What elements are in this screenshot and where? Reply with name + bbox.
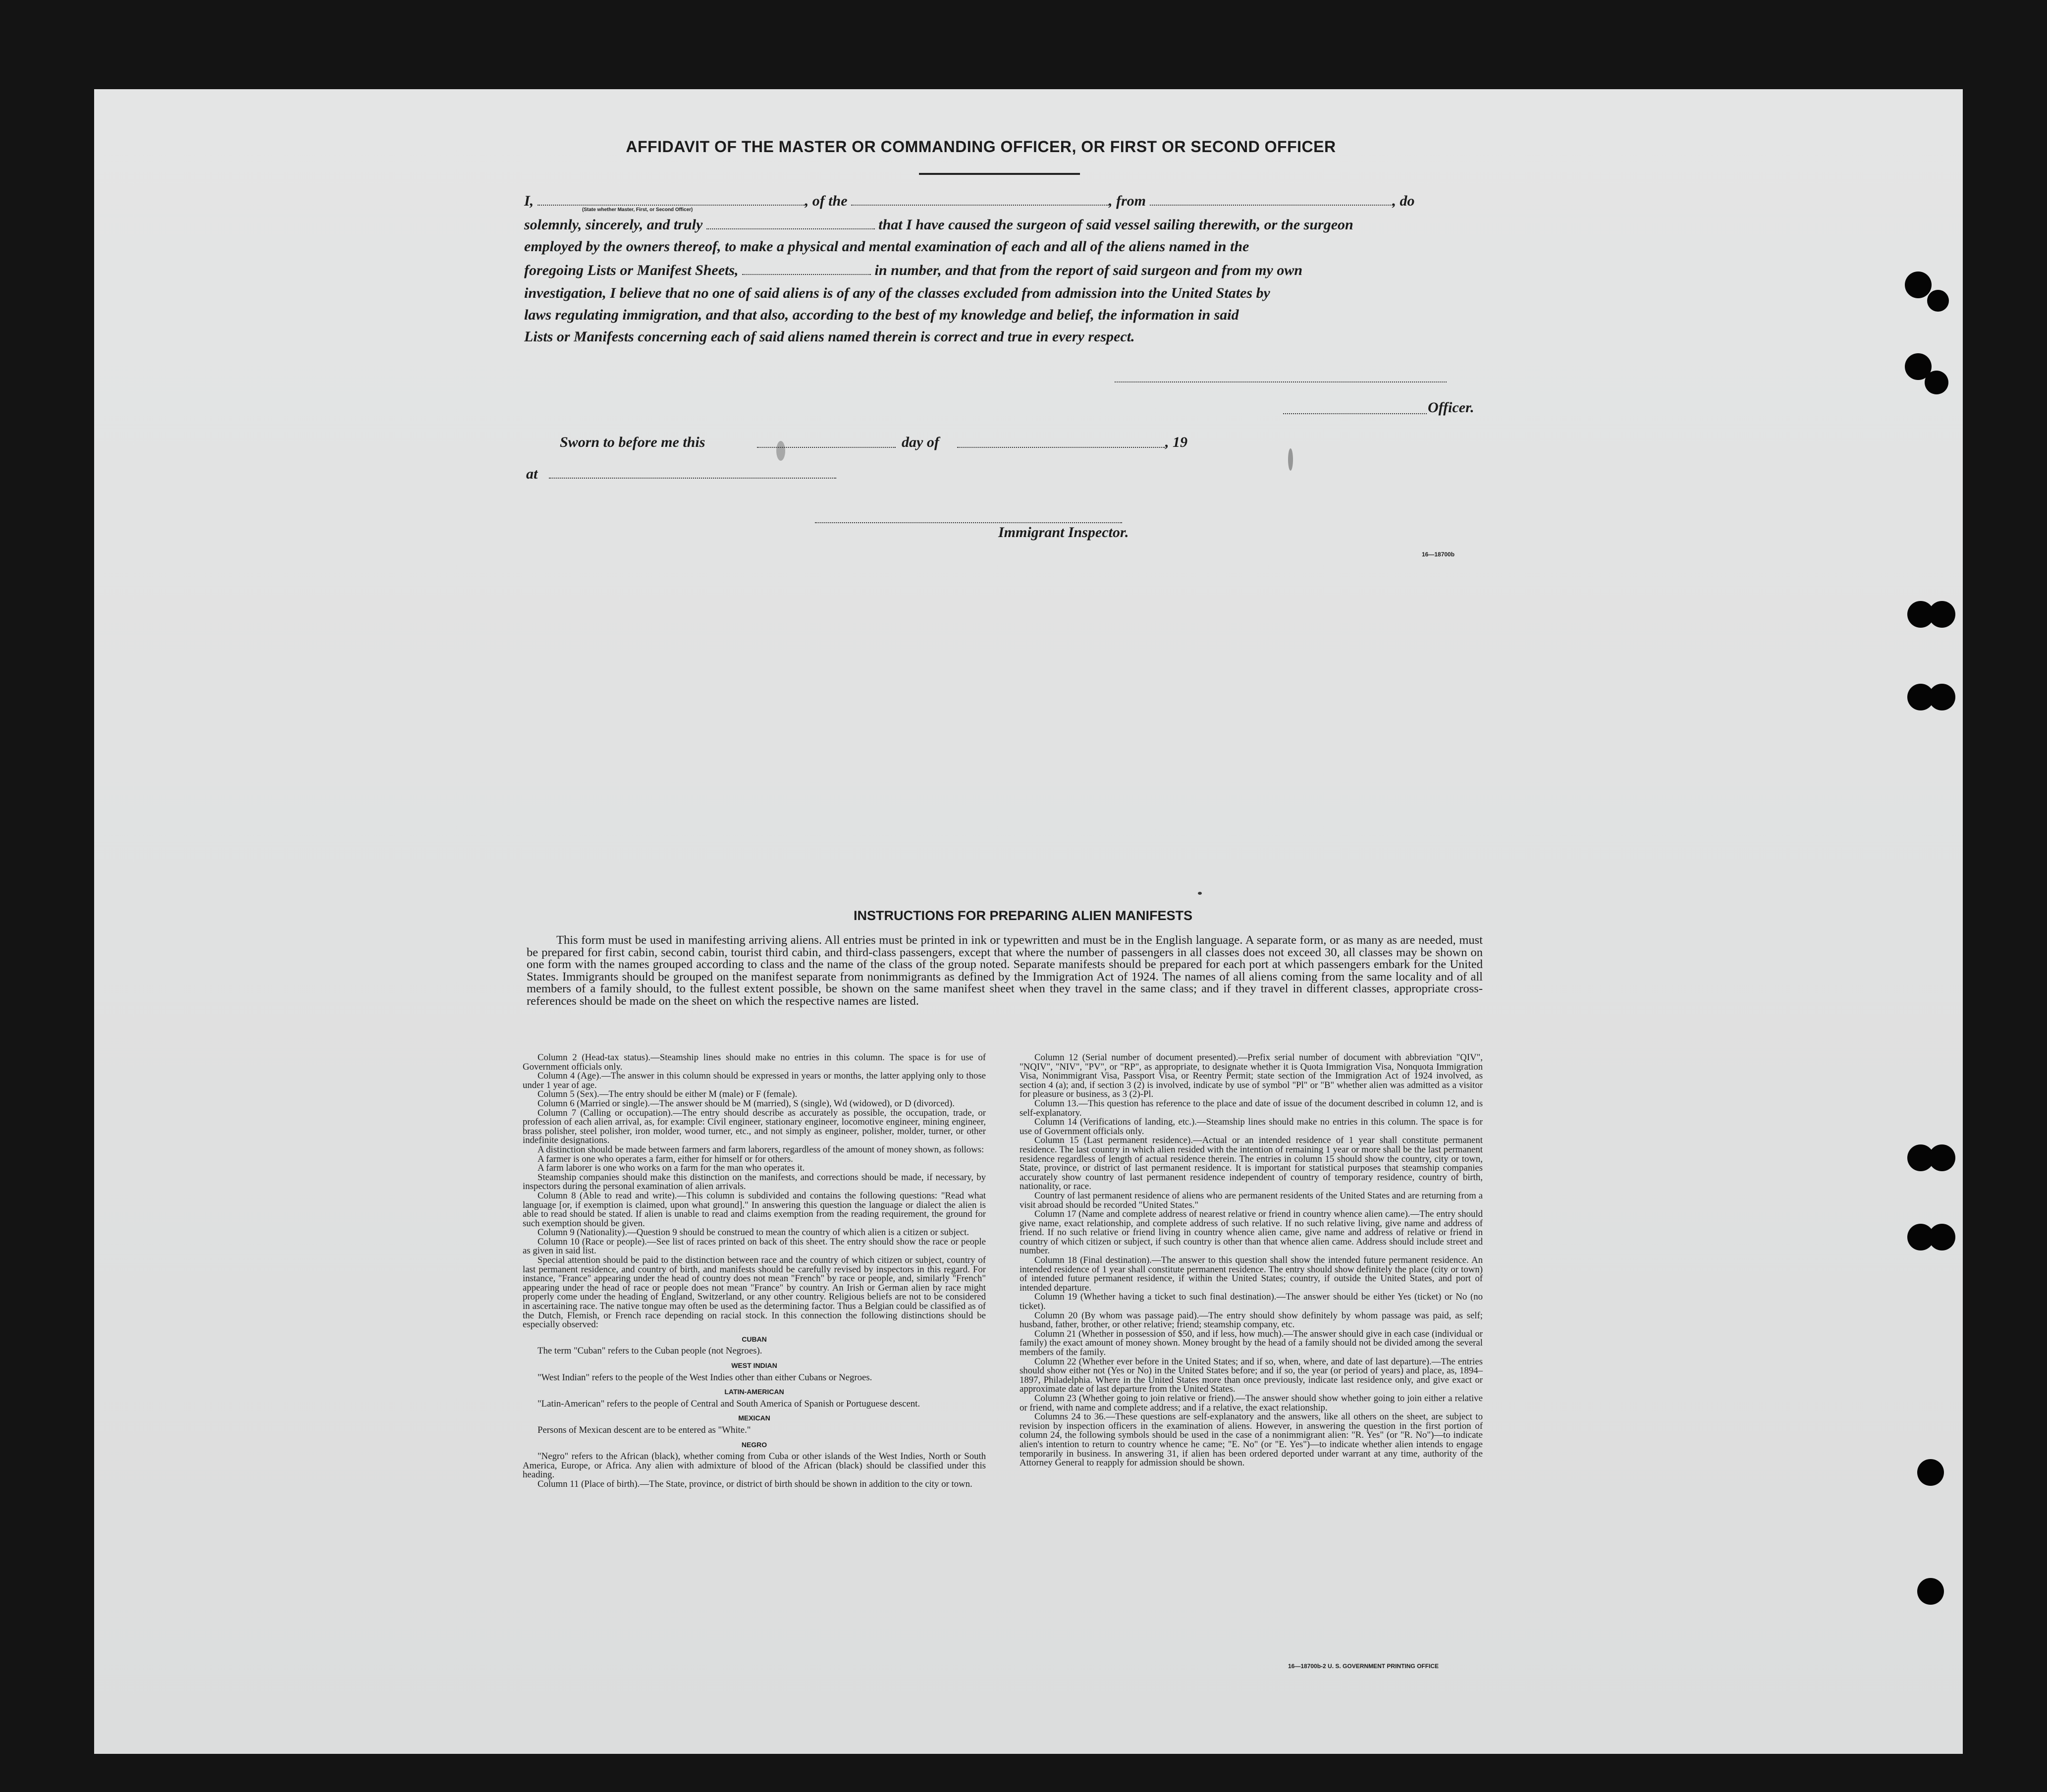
- punch-hole: [1905, 272, 1932, 298]
- inspector-label: Immigrant Inspector.: [998, 524, 1129, 541]
- day-of-label: day of: [902, 434, 939, 450]
- officer-title-line[interactable]: [1283, 413, 1427, 414]
- column-instruction: Column 13.—This question has reference to the place and date of issue of the document described in column 12, and is self-explanatory.: [1020, 1098, 1483, 1118]
- column-instruction: Column 15 (Last permanent residence).—Actual or an intended residence of 1 year shall constitute permanent residence. The last country in which alien resided with the intention of remaining 1 year or more shall be the last permanent residence regardless of length of actual residence therein. The entries in column 15 should show the country, city or town, State, province, or district of last permanent residence. It is important for statistical purposes that steamship companies accurately show country of last permanent residence independent of country of temporary residence, country of birth, nationality, or race.: [1020, 1135, 1483, 1192]
- vessel-name-blank[interactable]: [851, 194, 1109, 206]
- column-instruction: Column 4 (Age).—The answer in this column should be expressed in years or months, the latter applying only to those under 1 year of age.: [523, 1071, 986, 1090]
- column-instruction: Column 18 (Final destination).—The answer to this question shall show the intended future permanent residence. An intended residence of 1 year shall constitute permanent residence. The entry should show definitely the place (city or town) of intended future permanent residence, if within the United States; country, if outside the United States, and port of intended departure.: [1020, 1255, 1483, 1293]
- column-instruction: Country of last permanent residence of aliens who are permanent residents of the United States and are returning from a visit abroad should be recorded "United States.": [1020, 1190, 1483, 1210]
- subsection-heading: LATIN-AMERICAN: [724, 1388, 784, 1396]
- column-instruction: Column 2 (Head-tax status).—Steamship lines should make no entries in this column. The space is for use of Government officials only.: [523, 1052, 986, 1072]
- column-instruction: Column 5 (Sex).—The entry should be either M (male) or F (female).: [538, 1089, 798, 1100]
- punch-hole: [1917, 1578, 1944, 1605]
- affidavit-text: , of the: [805, 193, 848, 209]
- affidavit-text: foregoing Lists or Manifest Sheets,: [524, 262, 739, 278]
- punch-hole: [1929, 684, 1955, 710]
- subsection-heading: CUBAN: [742, 1335, 767, 1343]
- officer-rank-note: (State whether Master, First, or Second Officer): [582, 207, 693, 213]
- sworn-month-line[interactable]: [957, 447, 1165, 448]
- sworn-label: Sworn to before me this: [560, 434, 705, 450]
- subsection-text: "West Indian" refers to the people of the West Indies other than either Cubans or Negroes.: [538, 1372, 872, 1383]
- officer-signature-line[interactable]: [1115, 381, 1447, 382]
- affidavit-text: in number, and that from the report of said surgeon and from my own: [874, 262, 1303, 278]
- punch-hole: [1929, 1144, 1955, 1171]
- column-instruction: Column 20 (By whom was passage paid).—The entry should show definitely by whom passage was paid, as self; husband, father, brother, or other relative; friend; steamship company, etc.: [1020, 1310, 1483, 1330]
- column-instruction: Column 7 (Calling or occupation).—The entry should describe as accurately as possible, the occupation, trade, or profession of each alien arrival, as, for example: Civil engineer, stationary engineer, locomotive engineer, mining engineer, brass polisher, steel polisher, iron molder, wood turner, etc., and not simply as engineer, polisher, molder, turner, or other indefinite designations.: [523, 1107, 986, 1146]
- column-instruction: A distinction should be made between farmers and farm laborers, regardless of the amount of money shown, as follows:: [538, 1144, 984, 1155]
- affidavit-text: I,: [524, 193, 534, 209]
- scan-speck: [1198, 892, 1202, 895]
- instructions-intro: This form must be used in manifesting arriving aliens. All entries must be printed in ink or typewritten and must be in the English language. A separate form, or as many as are needed, must be prepared for first cabin, second cabin, tourist third cabin, and third-class passengers, except that where the number of passengers in all classes does not exceed 30, all classes may be shown on one form with the names grouped according to class and the name of the class of the group noted. Separate manifests should be prepared for each port at which passengers embark for the United States. Immigrants should be grouped on the manifest separate from nonimmigrants as defined by the Immigration Act of 1924. The names of all aliens coming from the same locality and of all members of a family should, to the fullest extent possible, be shown on the same manifest sheet when they travel in the same class; and if they travel in different classes, appropriate cross-references should be made on the sheet on which the respective names are listed.: [527, 933, 1483, 1008]
- affidavit-line-6: laws regulating immigration, and that also, according to the best of my knowledge and belief, the information in said: [524, 307, 1239, 323]
- affidavit-title: AFFIDAVIT OF THE MASTER OR COMMANDING OFFICER, OR FIRST OR SECOND OFFICER: [626, 138, 1336, 156]
- column-instruction: Column 9 (Nationality).—Question 9 should be construed to mean the country of which alien is a citizen or subject.: [538, 1227, 970, 1238]
- column-instruction: Special attention should be paid to the distinction between race and the country of which citizen or subject, country of last permanent residence, and country of birth, and manifests should be carefully revised by inspectors in this regard. For instance, "France" appearing under the head of country does not mean "French" by race or people, and, similarly "French" appearing under the head of race or people does not mean "France" by country. An Irish or German alien by race might properly come under the heading of England, Switzerland, or any other country. Religious beliefs are not to be considered in ascertaining race. The native tongue may often be used as the determining factor. Thus a Belgian could be classified as of the Dutch, Flemish, or French race depending on racial stock. In this connection the following distinctions should be especially observed:: [523, 1255, 986, 1330]
- affidavit-text: , from: [1109, 193, 1146, 209]
- officer-label: Officer.: [1428, 399, 1474, 416]
- affidavit-line-3: employed by the owners thereof, to make a physical and mental examination of each and all of the aliens named in the: [524, 238, 1249, 255]
- alien-count-blank[interactable]: [742, 263, 871, 275]
- column-instruction: Column 6 (Married or single).—The answer should be M (married), S (single), Wd (widowed), or D (divorced).: [538, 1098, 955, 1109]
- column-instruction: Column 10 (Race or people).—See list of races printed on back of this sheet. The entry should show the race or people as given in said list.: [523, 1236, 986, 1256]
- column-instruction: Column 21 (Whether in possession of $50, and if less, how much).—The answer should give in each case (individual or family) the exact amount of money shown. Money brought by the head of a family should not be divided among the several members of the family.: [1020, 1328, 1483, 1358]
- affidavit-text: that I have caused the surgeon of said vessel sailing therewith, or the surgeon: [878, 217, 1353, 233]
- affidavit-line-4: [524, 261, 1483, 280]
- blank[interactable]: [706, 217, 875, 229]
- punch-hole: [1925, 371, 1948, 394]
- column-instruction: Column 22 (Whether ever before in the United States; and if so, when, where, and date of last departure).—The entries should show either not (Yes or No) in the United States before; and if so, the year (or period of years) and place, as, 1894–1897, Philadelphia. Where in the United States more than once previously, indicate last residence only, and give exact or approximate date of last departure from the United States.: [1020, 1356, 1483, 1395]
- port-from-blank[interactable]: [1150, 194, 1393, 206]
- column-instruction: Column 12 (Serial number of document presented).—Prefix serial number of document with abbreviation "QIV", "NQIV", "NIV", "PV", or "RP", as appropriate, to designate whether it is Quota Immigration Visa, Nonquota Immigration Visa, Nonimmigrant Visa, Passport Visa, or Reentry Permit; state section of the Immigration Act of 1924 involved, as section 4 (a); and, if section 3 (2) is involved, indicate by use of symbol "Pl" or "B" whether alien was admitted as a visitor for pleasure or business, as 3 (2)-Pl.: [1020, 1052, 1483, 1100]
- column-instruction: A farmer is one who operates a farm, either for himself or for others.: [538, 1153, 793, 1164]
- column-instruction: Steamship companies should make this distinction on the manifests, and corrections should be made, if necessary, by inspectors during the personal examination of alien arrivals.: [523, 1172, 986, 1192]
- subsection-text: "Latin-American" refers to the people of Central and South America of Spanish or Portuguese descent.: [538, 1398, 920, 1409]
- column-instruction: Columns 24 to 36.—These questions are self-explanatory and the answers, like all others on the sheet, are subject to revision by inspection officers in the examination of aliens. However, in answering the question in the first portion of column 24, the following symbols should be used in the case of a nonimmigrant alien: "R. Yes" (or "R. No")—to indicate alien's intention to return to country whence he came; "E. No" (or "E. Yes")—to indicate whether alien intends to engage temporarily in business. In answering 31, if alien has been ordered deported under warrant at any time, authority of the Attorney General to reapply for admission should be shown.: [1020, 1412, 1483, 1468]
- officer-rank-blank[interactable]: [538, 194, 805, 206]
- instructions-left-column: [523, 1053, 986, 1489]
- sworn-day-line[interactable]: [757, 447, 896, 448]
- inspector-signature-line[interactable]: [815, 522, 1122, 523]
- subsection-text: Persons of Mexican descent are to be entered as "White.": [538, 1424, 751, 1435]
- year-label: , 19: [1165, 434, 1187, 450]
- affidavit-text: , do: [1392, 193, 1415, 209]
- affidavit-line-2: [524, 215, 1483, 235]
- column-instruction: Column 8 (Able to read and write).—This column is subdivided and contains the following questions: "Read what language [or, if exemption is claimed, upon what ground]." In answering this question the language or dialect the alien is able to read should be stated. If alien is unable to read and claims exemption from the reading requirement, the ground for such exemption should be given.: [523, 1190, 986, 1229]
- form-code: 16—18700b: [1422, 551, 1455, 558]
- subsection-heading: WEST INDIAN: [731, 1361, 777, 1369]
- title-underline: [919, 173, 1080, 175]
- column-instruction: Column 19 (Whether having a ticket to such final destination).—The answer should be either Yes (ticket) or No (no ticket).: [1020, 1292, 1483, 1312]
- scan-speck: [1288, 448, 1293, 471]
- column-instruction: A farm laborer is one who works on a farm for the man who operates it.: [538, 1163, 805, 1174]
- affidavit-line-5: investigation, I believe that no one of said aliens is of any of the classes excluded from admission into the United States by: [524, 285, 1270, 301]
- affidavit-line-7: Lists or Manifests concerning each of said aliens named therein is correct and true in every respect.: [524, 328, 1135, 345]
- subsection-heading: NEGRO: [741, 1440, 767, 1449]
- column-instruction: Column 11 (Place of birth).—The State, province, or district of birth should be shown in addition to the city or town.: [538, 1478, 972, 1489]
- instructions-right-column: [1020, 1053, 1483, 1468]
- at-label: at: [526, 466, 538, 482]
- column-instruction: Column 14 (Verifications of landing, etc.).—Steamship lines should make no entries in this column. The space is for use of Government officials only.: [1020, 1117, 1483, 1137]
- punch-hole: [1917, 1459, 1944, 1486]
- punch-hole: [1929, 601, 1955, 628]
- subsection-text: "Negro" refers to the African (black), whether coming from Cuba or other islands of the West Indies, North or South America, Europe, or Africa. Any alien with admixture of blood of the African (black) should be classified under this heading.: [523, 1451, 986, 1480]
- scan-speck: [776, 441, 785, 461]
- subsection-heading: MEXICAN: [738, 1414, 770, 1422]
- subsection-text: The term "Cuban" refers to the Cuban people (not Negroes).: [538, 1346, 762, 1357]
- column-instruction: Column 17 (Name and complete address of nearest relative or friend in country whence alien came).—The entry should give name, exact relationship, and complete address of such relative. If no such relative living, give name and address of friend. If no such relative or friend living in country whence alien came, give name and address of relative or friend in country of which citizen or subject, if such country is other than that whence alien came. Address should include street and number.: [1020, 1209, 1483, 1256]
- punch-hole: [1929, 1224, 1955, 1250]
- column-instruction: Column 23 (Whether going to join relative or friend).—The answer should show whether going to join either a relative or friend, with name and complete address; and if a relative, the exact relationship.: [1020, 1393, 1483, 1413]
- sworn-place-line[interactable]: [549, 478, 836, 479]
- instructions-title: INSTRUCTIONS FOR PREPARING ALIEN MANIFESTS: [853, 908, 1193, 923]
- punch-hole: [1927, 290, 1949, 312]
- affidavit-text: solemnly, sincerely, and truly: [524, 217, 703, 233]
- footer-code: 16—18700b-2 U. S. GOVERNMENT PRINTING OFFICE: [1288, 1663, 1439, 1670]
